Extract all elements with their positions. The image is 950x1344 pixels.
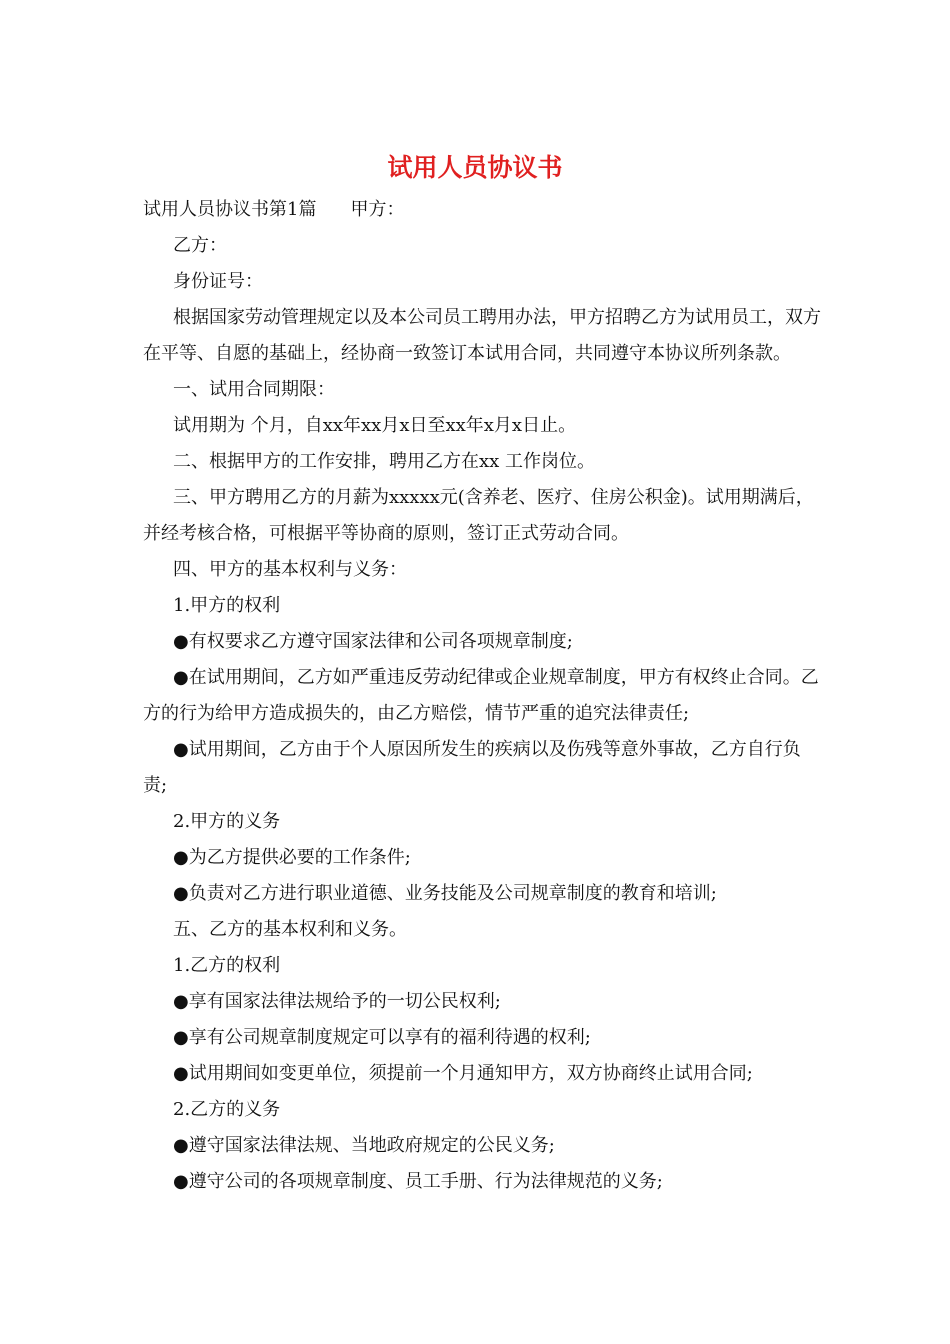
paragraph: ●享有国家法律法规给予的一切公民权利; [173, 991, 501, 1012]
paragraph: 1.甲方的权利 [173, 595, 281, 616]
paragraph: 二、根据甲方的工作安排，聘用乙方在xx 工作岗位。 [173, 451, 596, 472]
paragraph: 五、乙方的基本权利和义务。 [173, 919, 407, 940]
intro-heading: 试用人员协议书第1篇 [143, 199, 317, 220]
paragraph: 四、甲方的基本权利与义务： [173, 559, 407, 580]
paragraph: ●在试用期间，乙方如严重违反劳动纪律或企业规章制度，甲方有权终止合同。乙方的行为给甲方造成损失的，由乙方赔偿，情节严重的追究法律责任; [143, 667, 819, 724]
party-a-label: 甲方： [350, 199, 405, 220]
paragraph: ●试用期间，乙方由于个人原因所发生的疾病以及伤残等意外事故，乙方自行负责; [143, 739, 801, 796]
paragraph: 一、试用合同期限： [173, 379, 335, 400]
paragraph: ●遵守国家法律法规、当地政府规定的公民义务; [173, 1135, 555, 1156]
paragraph: 试用期为 个月，自xx年xx月x日至xx年x月x日止。 [173, 415, 577, 436]
paragraph: ●为乙方提供必要的工作条件; [173, 847, 411, 868]
paragraph: 乙方： [173, 235, 227, 256]
paragraph: 2.甲方的义务 [173, 811, 281, 832]
paragraph: ●有权要求乙方遵守国家法律和公司各项规章制度; [173, 631, 573, 652]
paragraph: 身份证号： [173, 271, 263, 292]
paragraph: 1.乙方的权利 [173, 955, 281, 976]
paragraph: 2.乙方的义务 [173, 1099, 281, 1120]
document-body [143, 192, 823, 1200]
intro-line [143, 192, 823, 228]
paragraph: ●遵守公司的各项规章制度、员工手册、行为法律规范的义务; [173, 1171, 663, 1192]
paragraph: ●试用期间如变更单位，须提前一个月通知甲方，双方协商终止试用合同; [173, 1063, 753, 1084]
paragraph: 根据国家劳动管理规定以及本公司员工聘用办法，甲方招聘乙方为试用员工，双方在平等、自愿的基础上，经协商一致签订本试用合同，共同遵守本协议所列条款。 [143, 307, 821, 364]
paragraph: 三、甲方聘用乙方的月薪为xxxxx元(含养老、医疗、住房公积金)。试用期满后，并经考核合格，可根据平等协商的原则，签订正式劳动合同。 [143, 487, 814, 544]
document-title: 试用人员协议书 [387, 153, 563, 182]
paragraph: ●负责对乙方进行职业道德、业务技能及公司规章制度的教育和培训; [173, 883, 717, 904]
paragraph: ●享有公司规章制度规定可以享有的福利待遇的权利; [173, 1027, 591, 1048]
